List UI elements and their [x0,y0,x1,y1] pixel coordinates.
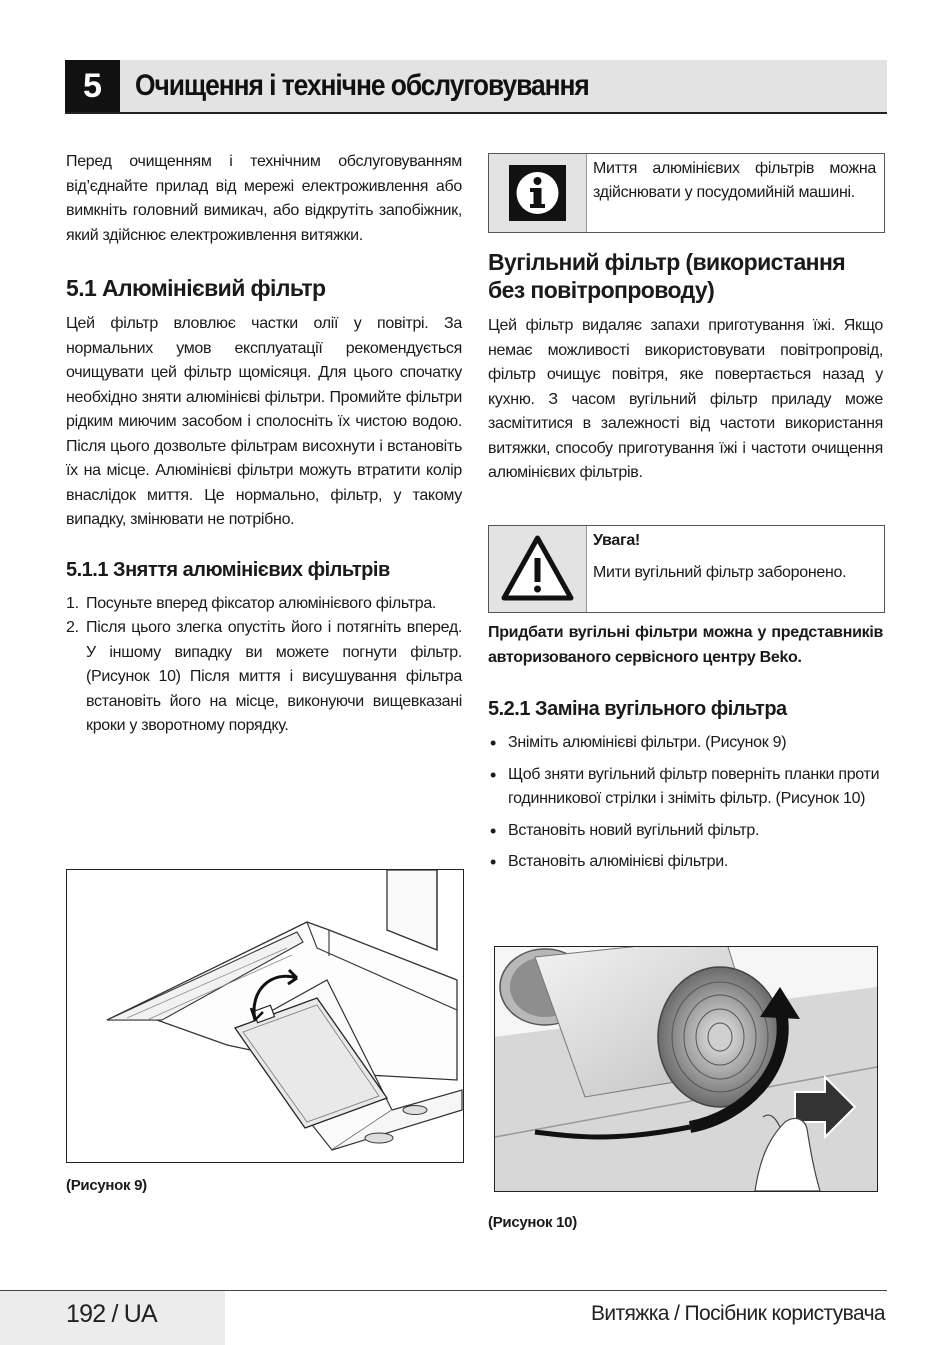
hood-filter-illustration [67,870,463,1162]
page-number: 192 / UA [66,1300,157,1328]
warning-title: Увага! [593,532,640,549]
step-number: 1. [66,594,79,612]
list-item: • Встановіть алюмінієві фільтри. [488,850,883,875]
section-number: 5 [65,60,120,112]
figure-10 [494,946,878,1192]
figure-10-caption: (Рисунок 10) [488,1214,577,1231]
warning-note [488,525,885,613]
charcoal-filter-photo [495,947,877,1191]
list-item: • Встановіть новий вугільний фільтр. [488,819,883,844]
warning-icon [489,526,586,612]
document-title: Витяжка / Посібник користувача [590,1302,885,1325]
list-item [66,592,462,617]
heading-charcoal-filter: Вугільний фільтр (використання без повітропроводу) [488,249,846,303]
charcoal-filter-paragraph: Цей фільтр видаляє запахи приготування їжі. Якщо немає можливості використовувати повітропровід, фільтр очищує повітря, яке повертається назад у кухню. З часом вугільний фільтр приладу може засмітитися в залежності від частоти використання витяжки, способу приготування їжі і частоти очищення алюмінієвих фільтрів. [488,317,883,481]
figure-9-caption: (Рисунок 9) [66,1177,147,1194]
replacement-steps [488,731,883,875]
list-item: • Зніміть алюмінієві фільтри. (Рисунок 9) [488,731,883,756]
info-text: Миття алюмінієвих фільтрів можна здійснювати у посудомийній машині. [593,160,876,201]
intro-paragraph: Перед очищенням і технічним обслуговуванням від’єднайте прилад від мережі електроживлення або вимкніть головний вимикач, або відкрутіть запобіжник, який здійснює електроживлення витяжки. [66,153,462,244]
heading-5-1: 5.1 Алюмінієвий фільтр [66,275,326,301]
section-title: Очищення і технічне обслуговування [135,69,589,102]
removal-steps [66,592,462,739]
list-item [66,616,462,739]
heading-5-2-1: 5.2.1 Заміна вугільного фільтра [488,698,787,720]
step-text: Посуньте вперед фіксатор алюмінієвого фільтра. [86,594,437,612]
figure-9 [66,869,464,1163]
info-note [488,153,885,233]
step-text: Після цього злегка опустіть його і потягніть вперед. У іншому випадку ви можете погнути фільтр. (Рисунок 10) Після миття і висушування фільтра встановіть його на місце, виконуючи вищевказані кроки у зворотному порядку. [86,619,462,734]
footer-divider [0,1290,887,1291]
right-column-lower [488,621,883,882]
page-number-value: 192 [66,1300,106,1328]
left-column [66,150,462,739]
aluminium-filter-paragraph: Цей фільтр вловлює частки олії у повітрі. За нормальних умов експлуатації рекомендується очищувати цей фільтр щомісяця. Для цього спочатку необхідно зняти алюмінієві фільтри. Промийте фільтри рідким миючим засобом і сполосніть їх чистою водою. Після цього дозвольте фільтрам висохнути і встановіть їх на місце. Алюмінієві фільтри можуть втратити колір внаслідок миття. Це нормально, фільтр, у такому випадку, змінювати не потрібно. [66,315,462,528]
warning-text: Мити вугільний фільтр заборонено. [593,564,847,581]
list-item: • Щоб зняти вугільний фільтр поверніть планки проти годинникової стрілки і зніміть фільтр. (Рисунок 10) [488,763,883,812]
right-column [488,248,883,486]
language-code: UA [123,1300,157,1328]
info-icon [489,154,586,232]
section-header [65,60,887,114]
heading-5-1-1: 5.1.1 Зняття алюмінієвих фільтрів [66,558,390,581]
buy-filters-note: Придбати вугільні фільтри можна у представників авторизованого сервісного центру Beko. [488,624,883,666]
step-number: 2. [66,619,79,636]
